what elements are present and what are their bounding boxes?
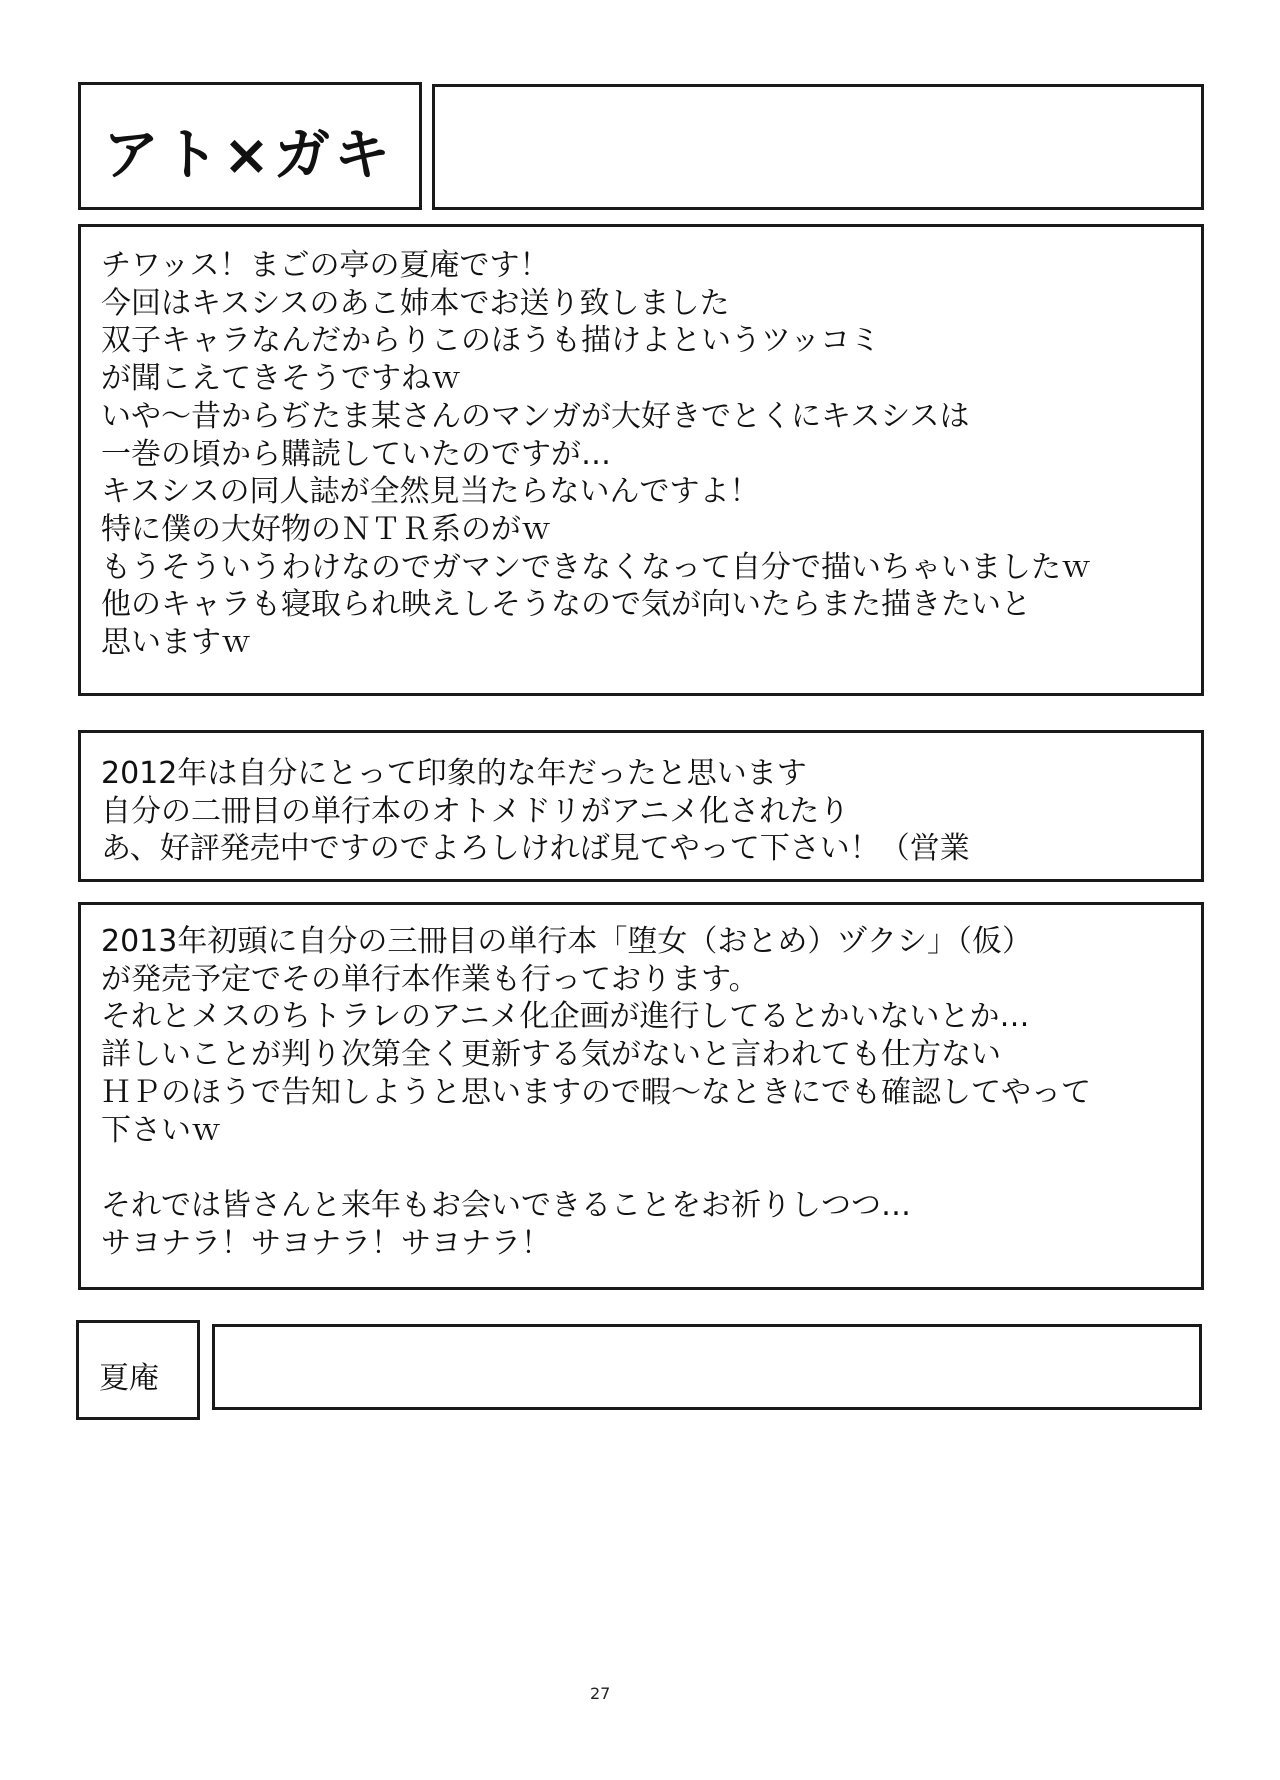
greeting-text: チワッス！まごの亭の夏庵です！ 今回はキスシスのあこ姉本でお送り致しました 双子キャラなんだからりこのほうも描けよというツッコミ が聞こえてきそうですねｗ いや〜昔からぢたま某さんのマンガが大好きでとくにキスシスは 一巻の頃から購読していたのですが… キスシスの同人誌が全然見当たらないんですよ！ 特に僕の大好物のＮＴＲ系のがｗ もうそういうわけなのでガマンできなくなって自分で描いちゃいましたｗ 他のキャラも寝取られ映えしそうなので気が向いたらまた描きたいと 思いますｗ	[101, 248, 1091, 661]
announcement-panel	[78, 902, 1204, 1290]
signature-blank-panel	[212, 1324, 1202, 1410]
title-box	[78, 82, 422, 210]
page-title: アト×ガキ	[103, 123, 394, 188]
page-number: 27	[590, 1684, 611, 1703]
title-blank-panel	[432, 84, 1204, 210]
announcement-text: 2013年初頭に自分の三冊目の単行本「堕女（おとめ）ヅクシ」（仮） が発売予定でその単行本作業も行っております。 それとメスのちトラレのアニメ化企画が進行してるとかいないとか… 詳しいことが判り次第全く更新する気がないと言われても仕方ない ＨＰのほうで告知しようと思いますので暇〜なときにでも確認してやって 下さいｗ それでは皆さんと来年もお会いできることをお祈りしつつ… サヨナラ！サヨナラ！サヨナラ！	[101, 924, 1091, 1261]
signature-box	[76, 1320, 200, 1420]
greeting-panel	[78, 224, 1204, 696]
signature-name: 夏庵	[99, 1361, 159, 1396]
year-review-panel	[78, 730, 1204, 882]
year-review-text: 2012年は自分にとって印象的な年だったと思います 自分の二冊目の単行本のオトメドリがアニメ化されたり あ、好評発売中ですのでよろしければ見てやって下さい！（営業	[101, 756, 970, 867]
